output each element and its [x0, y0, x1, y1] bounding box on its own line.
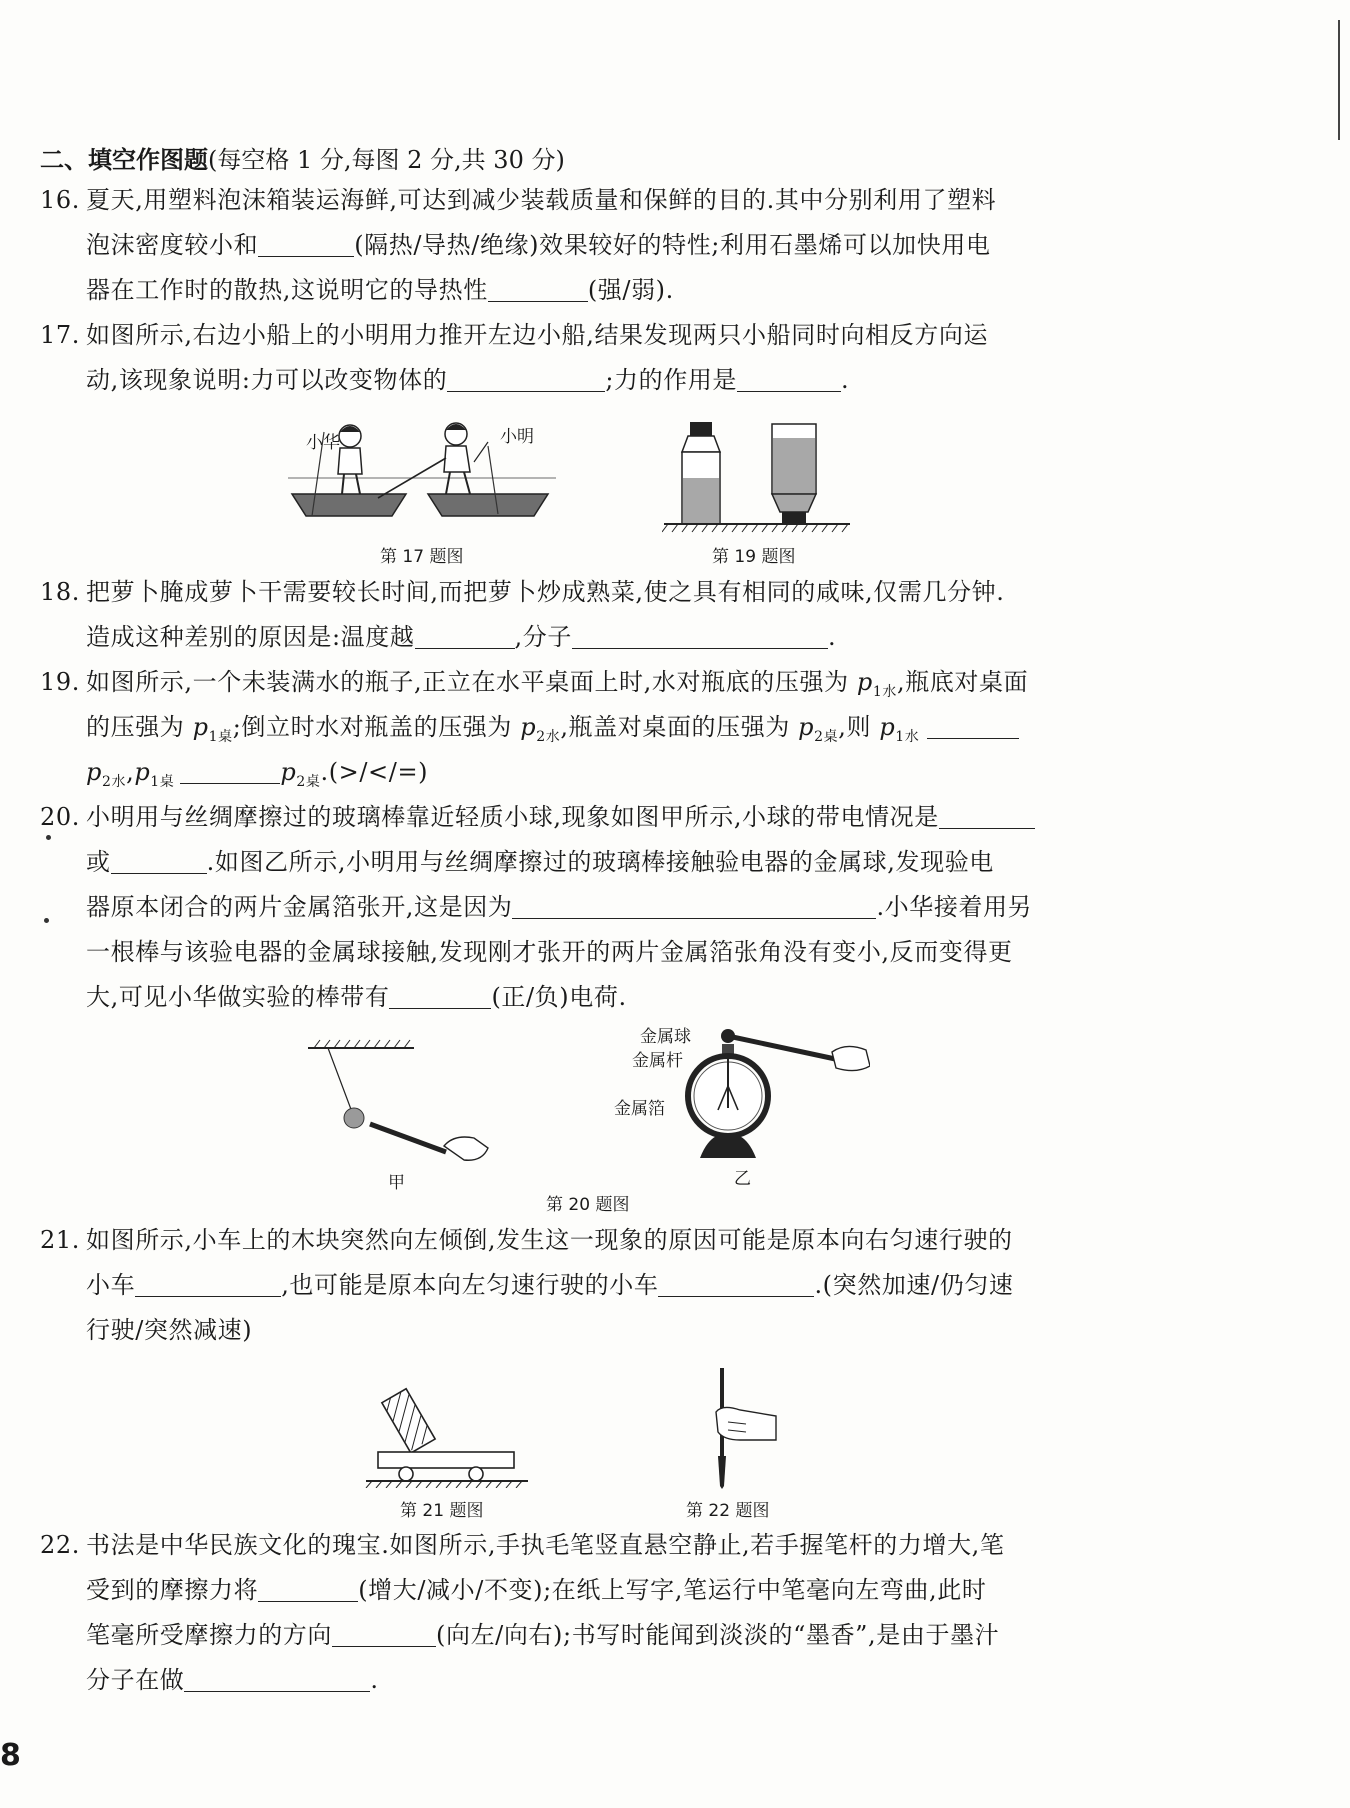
fig20-label-ball: 金属球: [640, 1027, 691, 1047]
q21-blank-1[interactable]: [135, 1270, 281, 1297]
q17-blank-1[interactable]: [447, 365, 605, 392]
fig20a-ball-illustration: [304, 1036, 494, 1166]
fig22-caption: 第 22 题图: [686, 1501, 770, 1521]
q17-line-1: 17. 如图所示,右边小船上的小明用力推开左边小船,结果发现两只小船同时向相反方向运: [40, 321, 989, 349]
fig20-label-yi: 乙: [734, 1169, 751, 1189]
q19-number: 19.: [40, 668, 80, 696]
q22-blank-1[interactable]: [258, 1575, 358, 1602]
fig17-label-xiaoming: 小明: [500, 427, 534, 447]
section-note: (每空格 1 分,每图 2 分,共 30 分): [208, 146, 565, 174]
q16-blank-2[interactable]: [488, 275, 588, 302]
q16-number: 16.: [40, 186, 80, 214]
q20-blank-1[interactable]: [939, 802, 1035, 829]
q16-line-3: 器在工作时的散热,这说明它的导热性 (强/弱).: [86, 276, 674, 304]
q20-line-2: 或 .如图乙所示,小明用与丝绸摩擦过的玻璃棒接触验电器的金属球,发现验电: [86, 848, 994, 876]
q20-line-3: 器原本闭合的两片金属箔张开,这是因为 .小华接着用另: [86, 893, 1033, 921]
q22-line-1: 22. 书法是中华民族文化的瑰宝.如图所示,手执毛笔竖直悬空静止,若手握笔杆的力增大,笔: [40, 1531, 1005, 1559]
fig20-caption: 第 20 题图: [546, 1195, 630, 1215]
fig22-brush-illustration: [700, 1366, 780, 1490]
q22-line-3: 笔毫所受摩擦力的方向 (向左/向右);书写时能闻到淡淡的“墨香”,是由于墨汁: [86, 1621, 1000, 1649]
q20-blank-4[interactable]: [389, 982, 491, 1009]
q22-line-4: 分子在做 .: [86, 1666, 379, 1694]
q18-line-1: 18. 把萝卜腌成萝卜干需要较长时间,而把萝卜炒成熟菜,使之具有相同的咸味,仅需几分钟.: [40, 578, 1005, 606]
q18-blank-2[interactable]: [572, 622, 828, 649]
q22-blank-2[interactable]: [332, 1620, 436, 1647]
q19-line-3: $p_{2水},p_{1桌}$ $p_{2桌}.(>/</=)$: [86, 758, 429, 790]
q19-blank-2[interactable]: [180, 757, 280, 784]
q22-blank-3[interactable]: [184, 1665, 370, 1692]
fig19-bottles-illustration: [662, 420, 852, 538]
q16-blank-1[interactable]: [258, 230, 354, 257]
q22-line-2: 受到的摩擦力将 (增大/减小/不变);在纸上写字,笔运行中笔毫向左弯曲,此时: [86, 1576, 987, 1604]
q19-blank-1[interactable]: [927, 712, 1019, 739]
q16-line-1: 16. 夏天,用塑料泡沫箱装运海鲜,可达到减少装载质量和保鲜的目的.其中分别利用了塑料: [40, 186, 997, 214]
scan-dot: [46, 835, 51, 840]
q21-blank-2[interactable]: [658, 1270, 814, 1297]
fig17-caption: 第 17 题图: [380, 547, 464, 567]
fig20b-electroscope-illustration: [670, 1022, 870, 1162]
q20-line-1: 20. 小明用与丝绸摩擦过的玻璃棒靠近轻质小球,现象如图甲所示,小球的带电情况是: [40, 802, 1035, 832]
q21-line-3: 行驶/突然减速): [86, 1316, 253, 1344]
q18-blank-1[interactable]: [415, 622, 515, 649]
fig19-caption: 第 19 题图: [712, 547, 796, 567]
q17-line-2: 动,该现象说明:力可以改变物体的 ;力的作用是 .: [86, 366, 850, 394]
fig21-caption: 第 21 题图: [400, 1501, 484, 1521]
q22-number: 22.: [40, 1531, 80, 1559]
fig20-label-rod: 金属杆: [632, 1051, 683, 1071]
q20-line-4: 一根棒与该验电器的金属球接触,发现刚才张开的两片金属箔张角没有变小,反而变得更: [86, 938, 1013, 966]
q18-line-2: 造成这种差别的原因是:温度越 ,分子 .: [86, 623, 837, 651]
q16-line-2: 泡沫密度较小和 (隔热/导热/绝缘)效果较好的特性;利用石墨烯可以加快用电: [86, 231, 991, 259]
q20-line-5: 大,可见小华做实验的棒带有 (正/负)电荷.: [86, 983, 627, 1011]
fig20-label-jia: 甲: [388, 1173, 405, 1193]
q20-blank-2[interactable]: [111, 847, 207, 874]
q19-line-1: 19. 如图所示,一个未装满水的瓶子,正立在水平桌面上时,水对瓶底的压强为 $p_{1水}$,瓶底对桌面: [40, 668, 1029, 700]
fig20-label-foil: 金属箔: [614, 1099, 665, 1119]
q20-blank-3[interactable]: [512, 892, 876, 919]
fig17-label-xiaohua: 小华: [306, 433, 340, 453]
q20-number: 20.: [40, 803, 80, 831]
q21-line-1: 21. 如图所示,小车上的木块突然向左倾倒,发生这一现象的原因可能是原本向右匀速行驶的: [40, 1226, 1013, 1254]
fig21-cart-illustration: [364, 1382, 530, 1488]
page-number: 8: [0, 1738, 21, 1773]
q19-line-2: 的压强为 $p_{1桌}$;倒立时水对瓶盖的压强为 $p_{2水}$,瓶盖对桌面的压强为 $p_{2桌}$,则 $p_{1水}$: [86, 712, 1019, 752]
q17-number: 17.: [40, 321, 80, 349]
scan-dot: [44, 918, 49, 923]
q17-blank-2[interactable]: [737, 365, 841, 392]
q21-number: 21.: [40, 1226, 80, 1254]
page-edge-line: [1338, 20, 1340, 140]
q21-line-2: 小车 ,也可能是原本向左匀速行驶的小车 .(突然加速/仍匀速: [86, 1271, 1014, 1299]
q18-number: 18.: [40, 578, 80, 606]
section-title: 二、填空作图题(每空格 1 分,每图 2 分,共 30 分): [40, 146, 565, 174]
